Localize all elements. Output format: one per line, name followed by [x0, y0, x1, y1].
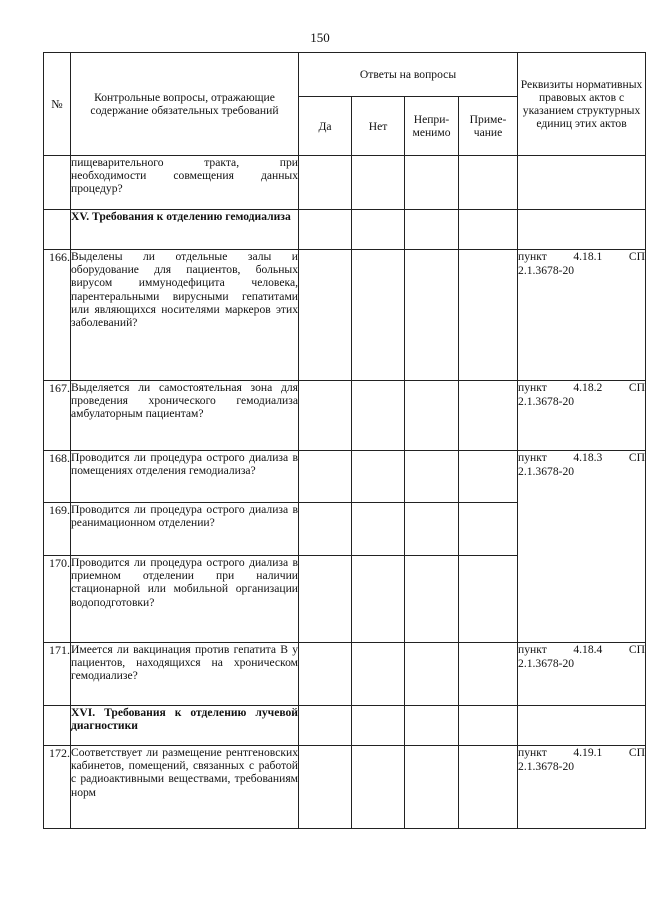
answer-no-cell	[352, 250, 405, 381]
question-text: Выделяется ли самостоятельная зона для проведения хронического гемодиализа амбулаторным пациентам?	[71, 381, 299, 451]
answer-note-cell	[459, 156, 518, 210]
checklist-table	[43, 52, 646, 829]
requisite-part: 4.18.3	[573, 451, 603, 464]
answer-no-cell	[352, 746, 405, 829]
requisites-cell	[518, 156, 646, 210]
requisite-part: 4.19.1	[573, 746, 603, 759]
header-answer-not-applicable: Непри-менимо	[405, 97, 459, 156]
requisites-cell	[518, 746, 646, 829]
question-text: Соответствует ли размещение рентгеновских кабинетов, помещений, связанных с работой с радиоактивными веществами, требованиям норм	[71, 746, 299, 829]
answer-no-cell	[352, 643, 405, 706]
answer-note-cell	[459, 210, 518, 250]
answer-yes-cell	[299, 556, 352, 643]
answer-not-applicable-cell	[405, 556, 459, 643]
requisite-part: пункт	[518, 381, 547, 394]
question-text: Выделены ли отдельные залы и оборудование для пациентов, больных вирусом иммунодефицита человека, парентеральными вирусными гепатитами или являющихся носителями маркеров этих заболеваний?	[71, 250, 299, 381]
header-answer-yes: Да	[299, 97, 352, 156]
answer-note-cell	[459, 503, 518, 556]
requisite-part: пункт	[518, 746, 547, 759]
answer-note-cell	[459, 451, 518, 503]
answer-yes-cell	[299, 451, 352, 503]
answer-no-cell	[352, 381, 405, 451]
page-number: 150	[310, 30, 330, 45]
section-title: XV. Требования к отделению гемодиализа	[71, 210, 299, 250]
answer-not-applicable-cell	[405, 210, 459, 250]
requisite-part: 4.18.4	[573, 643, 603, 656]
answer-yes-cell	[299, 250, 352, 381]
answer-no-cell	[352, 503, 405, 556]
requisite-part: пункт	[518, 451, 547, 464]
requisites-cell	[518, 250, 646, 381]
continuation-row	[44, 156, 646, 210]
requisites-cell	[518, 381, 646, 451]
table-row	[44, 381, 646, 451]
requisites-cell	[518, 210, 646, 250]
question-text: Проводится ли процедура острого диализа в реанимационном отделении?	[71, 503, 299, 556]
requisite-part: 4.18.1	[573, 250, 603, 263]
table-row	[44, 250, 646, 381]
requisite-part: СП	[628, 250, 646, 263]
answer-yes-cell	[299, 156, 352, 210]
header-questions: Контрольные вопросы, отражающие содержание обязательных требований	[71, 53, 299, 156]
row-number	[44, 210, 71, 250]
answer-yes-cell	[299, 381, 352, 451]
answer-no-cell	[352, 706, 405, 746]
section-header-row	[44, 706, 646, 746]
header-answers: Ответы на вопросы	[299, 53, 518, 97]
requisite-part: СП	[628, 451, 646, 464]
row-number	[44, 156, 71, 210]
requisite-part: пункт	[518, 643, 547, 656]
answer-note-cell	[459, 250, 518, 381]
requisite-document-code: 2.1.3678-20	[518, 657, 575, 670]
row-number: 168.	[44, 451, 71, 503]
answer-yes-cell	[299, 706, 352, 746]
row-number: 166.	[44, 250, 71, 381]
answer-note-cell	[459, 381, 518, 451]
requisite-part: пункт	[518, 250, 547, 263]
section-header-row	[44, 210, 646, 250]
header-answer-note: Приме-чание	[459, 97, 518, 156]
answer-note-cell	[459, 643, 518, 706]
row-number: 167.	[44, 381, 71, 451]
requisite-document-code: 2.1.3678-20	[518, 395, 575, 408]
header-answer-no: Нет	[352, 97, 405, 156]
answer-not-applicable-cell	[405, 451, 459, 503]
requisites-cell	[518, 706, 646, 746]
header-number: №	[44, 53, 71, 156]
requisites-cell	[518, 451, 646, 643]
requisite-part: 4.18.2	[573, 381, 603, 394]
requisites-cell	[518, 643, 646, 706]
requisite-part: СП	[628, 746, 646, 759]
requisite-part: СП	[628, 643, 646, 656]
requisite-document-code: 2.1.3678-20	[518, 264, 575, 277]
requisite-document-code: 2.1.3678-20	[518, 465, 575, 478]
row-number: 170.	[44, 556, 71, 643]
answer-note-cell	[459, 706, 518, 746]
row-number: 172.	[44, 746, 71, 829]
answer-not-applicable-cell	[405, 746, 459, 829]
answer-not-applicable-cell	[405, 503, 459, 556]
question-text: Проводится ли процедура острого диализа в приемном отделении при наличии стационарной или мобильной организации водоподготовки?	[71, 556, 299, 643]
row-number	[44, 706, 71, 746]
answer-no-cell	[352, 556, 405, 643]
answer-yes-cell	[299, 503, 352, 556]
question-text: Имеется ли вакцинация против гепатита В у пациентов, находящихся на хроническом гемодиализе?	[71, 643, 299, 706]
table-row	[44, 451, 646, 503]
answer-not-applicable-cell	[405, 706, 459, 746]
requisite-document-code: 2.1.3678-20	[518, 760, 575, 773]
answer-not-applicable-cell	[405, 250, 459, 381]
answer-no-cell	[352, 451, 405, 503]
question-text: Проводится ли процедура острого диализа в помещениях отделения гемодиализа?	[71, 451, 299, 503]
row-number: 171.	[44, 643, 71, 706]
answer-not-applicable-cell	[405, 156, 459, 210]
header-requisites: Реквизиты нормативных правовых актов с указанием структурных единиц этих актов	[518, 53, 646, 156]
requisite-part: СП	[628, 381, 646, 394]
answer-no-cell	[352, 210, 405, 250]
table-row	[44, 643, 646, 706]
answer-yes-cell	[299, 643, 352, 706]
answer-not-applicable-cell	[405, 381, 459, 451]
answer-yes-cell	[299, 746, 352, 829]
section-title: XVI. Требования к отделению лучевой диагностики	[71, 706, 299, 746]
row-number: 169.	[44, 503, 71, 556]
answer-no-cell	[352, 156, 405, 210]
answer-note-cell	[459, 556, 518, 643]
table-row	[44, 746, 646, 829]
question-text: пищеварительного тракта, при необходимости совмещения данных процедур?	[71, 156, 299, 210]
answer-not-applicable-cell	[405, 643, 459, 706]
answer-note-cell	[459, 746, 518, 829]
answer-yes-cell	[299, 210, 352, 250]
